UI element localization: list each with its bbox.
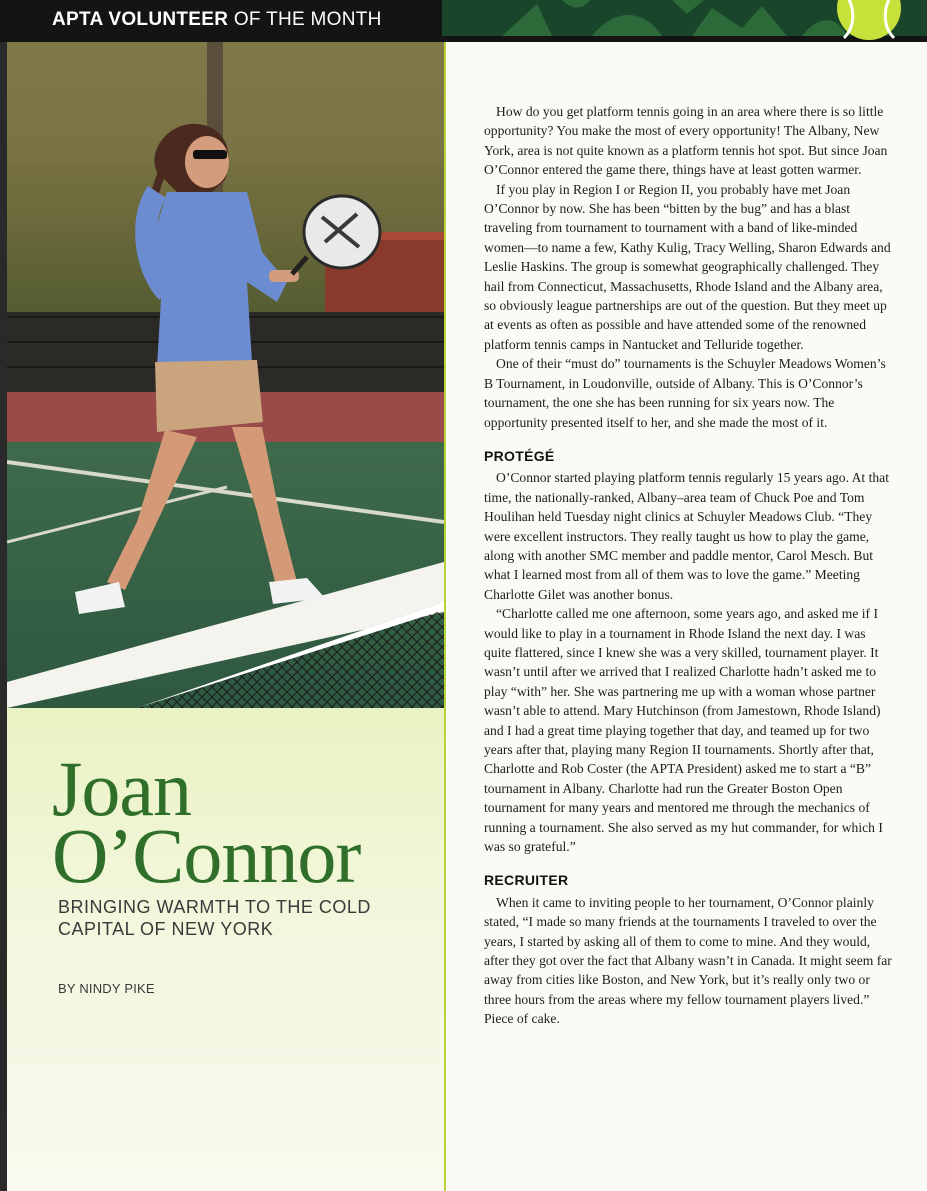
feature-name-line1: Joan [52,745,191,832]
section-title-bold: APTA VOLUNTEER [52,9,229,30]
article-paragraph: “Charlotte called me one afternoon, some years ago, and asked me if I would like to play in a tournament in Rhode Island the next day. I was quite flattered, since I knew she was a very skilled, tournament player. It wasn’t until after we arrived that I realized Charlotte hadn’t asked me to play “with” her. She was partnering me up with a woman whose partner wasn’t able to attend. Mary Hutchinson (from Jamestown, Rhode Island) and I had a great time playing together that day, and teamed up for two years after that, playing many Region II tournaments. Shortly after that, Charlotte and Rob Coster (the APTA President) asked me to start a “B” tournament in Albany. Charlotte had run the Greater Boston Open tournament for many years and mentored me through the mechanics of running a tournament. She also served as my hut commander, for which I was so grateful.” [484,606,883,855]
author-byline: BY NINDY PIKE [58,981,155,996]
section-heading-recruiter: RECRUITER [484,872,569,889]
article-paragraph: O’Connor started playing platform tennis regularly 15 years ago. At that time, the nationally-ranked, Albany–area team of Chuck Poe and Tom Houlihan held Tuesday night clinics at Schuyler Meadows Club. “They were excellent instructors. They really taught us how to play the game, along with another SMC member and paddle mentor, Carol Mesch. But what I learned most from all of them was to love the game.” Meeting Charlotte Gilet was another bonus. [484,470,889,602]
feature-name-line2: O’Connor [52,812,361,899]
article-paragraph: When it came to inviting people to her tournament, O’Connor plainly stated, “I made so many friends at the tournaments I traveled to over the years, I started by asking all of them to come to mine. And they would, after they got over the fact that Albany wasn’t in Canada. It might seem far away from cities like Boston, and New York, but it’s really only two or three hours from the areas where my fellow tournament players lived.” Piece of cake. [484,894,892,1027]
section-title [52,9,382,31]
section-title-light: OF THE MONTH [228,9,382,30]
article-paragraph: How do you get platform tennis going in an area where there is so little opportunity? You make the most of every opportunity! The Albany, New York, area is not quite known as a platform tennis hot spot. But since Joan O’Connor entered the game there, things have at least gotten warmer. [484,104,888,178]
feature-photo [7,42,444,708]
feature-subtitle: BRINGING WARMTH TO THE COLD CAPITAL OF NEW YORK [58,897,371,939]
article-paragraph: If you play in Region I or Region II, you probably have met Joan O’Connor by now. She has been “bitten by the bug” and has a blast traveling from tournament to tournament with a band of like-minded women—to name a few, Kathy Kulig, Tracy Welling, Sharon Edwards and Leslie Haskins. The group is somewhat geographically challenged. They hail from Connecticut, Massachusetts, Rhode Island and the Albany area, so obviously league partnerships are out of the question. But they meet up at events as often as possible and have attended some of the renowned platform tennis camps in Nantucket and Telluride together. [484,181,891,352]
article-body [484,102,896,1029]
section-heading-protege: PROTÉGÉ [484,447,555,464]
tennis-ball-icon [836,0,902,42]
article-paragraph: One of their “must do” tournaments is the Schuyler Meadows Women’s B Tournament, in Loudonville, outside of Albany. This is O’Connor’s tournament, the one she has been running for six years now. The opportunity presented itself to her, and she made the most of it. [484,356,886,430]
column-divider [444,42,446,1191]
page-edge-shadow [0,42,7,1191]
